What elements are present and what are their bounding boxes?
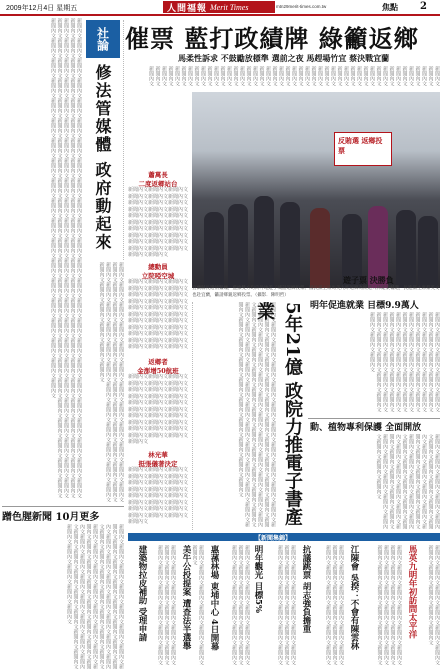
jobs-article-text: 新聞內文新聞內文新聞內文新聞內文新聞內文新聞內文新聞內文新聞內文新聞內文新聞內文新聞內文新聞內文新聞內文新聞內文新聞內文新聞內文新聞內文新聞內文新聞內文新聞內文新聞內文新聞內文新聞內文新聞內文新聞內文新聞內文新聞內文新聞內文新聞內文新聞內文新聞內文新聞內文新聞內文新聞內文新聞內文新聞內文新聞內文新聞內文新聞內文新聞內文新聞內文新聞內文新聞內文新聞內文新聞內文新聞內文新聞內文新聞內文新聞內文新聞內文新聞內文新聞內文新聞內文 bbox=[369, 312, 440, 412]
story-4-head bbox=[128, 450, 188, 468]
brief-head-4: 明年觀光 目標5% bbox=[253, 545, 263, 613]
brief-head-1: 建築物拉皮補助 受理申請 bbox=[137, 545, 147, 642]
editorial-text: 新聞內文新聞內文新聞內文新聞內文新聞內文新聞內文新聞內文新聞內文新聞內文新聞內文新聞內文新聞內文新聞內文新聞內文新聞內文新聞內文新聞內文新聞內文新聞內文新聞內文新聞內文新聞內文新聞內文新聞內文新聞內文新聞內文新聞內文新聞內文新聞內文新聞內文新聞內文新聞內文新聞內文新聞內文新聞內文新聞內文新聞內文新聞內文新聞內文新聞內文新聞內文新聞內文 bbox=[98, 262, 124, 502]
lead-article-text: 新聞內文新聞內文新聞內文新聞內文新聞內文新聞內文新聞內文新聞內文新聞內文新聞內文新聞內文新聞內文新聞內文新聞內文新聞內文新聞內文新聞內文新聞內文新聞內文新聞內文新聞內文新聞內文新聞內文新聞內文新聞內文新聞內文新聞內文新聞內文新聞內文新聞內文新聞內文新聞內文新聞內文新聞內文新聞內文新聞內文新聞內文新聞內文新聞內文新聞內文新聞內文新聞內文新聞內文新聞內文新聞內文 bbox=[148, 66, 440, 86]
brief-text-6: 新聞內文新聞內文新聞內文新聞內文新聞內文新聞內文新聞內文新聞內文新聞內文新聞內文新聞內文新聞內文新聞內文新聞內文新聞內文新聞內文新聞內文新聞內文新聞內文新聞內文新聞內文新聞內文新聞內文新聞內文 bbox=[376, 545, 402, 665]
brief-head-6: 江陳會 吳揆：不會有陳雲林 bbox=[349, 545, 359, 650]
story-2-text: 新聞內文新聞內文新聞內文新聞內文新聞內文新聞內文新聞內文新聞內文新聞內文新聞內文新聞內文新聞內文新聞內文新聞內文新聞內文新聞內文新聞內文新聞內文新聞內文新聞內文新聞內文新聞內文新聞內文新聞內文新聞內文新聞內文新聞內文新聞內文新聞內文新聞內文新聞內文新聞內文新聞內文 bbox=[128, 279, 189, 350]
story-2-head-line2: 立院啞空城 bbox=[141, 272, 175, 280]
story-2-head bbox=[128, 262, 188, 280]
story-4-head-line2: 挺張儀著決定 bbox=[138, 460, 178, 468]
sign-text: 反賄選 返鄉投票 bbox=[338, 137, 383, 155]
headline-kicker: 催票 bbox=[125, 24, 175, 53]
header-rule bbox=[0, 14, 440, 16]
story-1-head-line1: 蕭萬長 bbox=[148, 171, 168, 179]
masthead bbox=[163, 1, 275, 13]
e-book-article-text: 新聞內文新聞內文新聞內文新聞內文新聞內文新聞內文新聞內文新聞內文新聞內文新聞內文新聞內文新聞內文新聞內文新聞內文新聞內文新聞內文新聞內文新聞內文新聞內文新聞內文新聞內文新聞內文新聞內文新聞內文新聞內文新聞內文新聞內文新聞內文新聞內文新聞內文新聞內文新聞內文新聞內文新聞內文新聞內文新聞內文新聞內文新聞內文新聞內文新聞內文新聞內文新聞內文新聞內文新聞內文新聞內文新聞內文新聞內文新聞內文新聞內文新聞內文新聞內文新聞內文新聞內文新聞內文新聞內文新聞內文新聞內文新聞內文新聞內文新聞內文新聞內文新聞內文新聞內文新聞內文新聞內文新聞內文 bbox=[237, 302, 276, 527]
masthead-english: Merit Times bbox=[210, 2, 249, 12]
headline-text: 藍打政績牌 綠籲返鄉 bbox=[184, 24, 419, 53]
editorial-tag: 社論 bbox=[86, 20, 120, 58]
main-headline bbox=[125, 19, 419, 54]
person-figure bbox=[228, 204, 248, 288]
section-name: 焦點 bbox=[382, 2, 398, 12]
masthead-chinese: 人間福報 bbox=[167, 3, 208, 14]
porn-news-text: 新聞內文新聞內文新聞內文新聞內文新聞內文新聞內文新聞內文新聞內文新聞內文新聞內文新聞內文新聞內文新聞內文新聞內文新聞內文新聞內文新聞內文新聞內文新聞內文新聞內文新聞內文新聞內文新聞內文新聞內文新聞內文新聞內文新聞內文新聞內文新聞內文新聞內文新聞內文新聞內文新聞內文新聞內文新聞內文新聞內文新聞內文新聞內文新聞內文新聞內文新聞內文新聞內文新聞內文新聞內文新聞內文新聞內文新聞內文新聞內文新聞內文新聞內文新聞內文新聞內文新聞內文新聞內文新聞內文新聞內文新聞內文新聞內文新聞內文新聞內文新聞內文新聞內文新聞內文 bbox=[66, 524, 124, 669]
sub-headline: 馬柔性訴求 不鼓勵放標準 選前之夜 馬趕場竹宜 蔡決戰宜蘭 bbox=[178, 53, 390, 63]
story-2-head-line1: 總動員 bbox=[148, 263, 168, 271]
e-book-headline: 5年21億 政院力推電子書產業 bbox=[254, 302, 303, 526]
brief-head-7: 馬英九明年初訪問太平洋 bbox=[407, 545, 417, 639]
story-4-text: 新聞內文新聞內文新聞內文新聞內文新聞內文新聞內文新聞內文新聞內文新聞內文新聞內文新聞內文新聞內文新聞內文新聞內文新聞內文新聞內文新聞內文新聞內文新聞內文新聞內文新聞內文新聞內文新聞內文新聞內文新聞內文 bbox=[128, 467, 189, 525]
person-figure bbox=[396, 210, 416, 288]
brief-text-3: 新聞內文新聞內文新聞內文新聞內文新聞內文新聞內文新聞內文新聞內文新聞內文新聞內文新聞內文新聞內文新聞內文新聞內文新聞內文新聞內文新聞內文新聞內文 bbox=[231, 545, 250, 665]
column-divider bbox=[192, 302, 193, 530]
photo-caption: 宜蘭縣長選情緊繃，藍綠雙方均向外地遊子喊話返鄉投票。國民黨主席馬英九昨返鄉為候選人林建榮輔選，民進黨主席蔡英文也赴宜蘭，籲請鄉親返鄉投票。（攝影．陳明哲） bbox=[192, 286, 440, 298]
story-3-head-line2: 金澎增50航班 bbox=[137, 367, 179, 375]
issue-date: 2009年12月4日 星期五 bbox=[6, 5, 78, 12]
left-column-text: 新聞內文新聞內文新聞內文新聞內文新聞內文新聞內文新聞內文新聞內文新聞內文新聞內文新聞內文新聞內文新聞內文新聞內文新聞內文新聞內文新聞內文新聞內文新聞內文新聞內文新聞內文新聞內文新聞內文新聞內文新聞內文新聞內文新聞內文新聞內文新聞內文新聞內文新聞內文新聞內文新聞內文新聞內文新聞內文新聞內文新聞內文新聞內文新聞內文新聞內文新聞內文新聞內文新聞內文新聞內文新聞內文新聞內文新聞內文新聞內文新聞內文新聞內文新聞內文新聞內文新聞內文新聞內文新聞內文新聞內文新聞內文新聞內文新聞內文新聞內文新聞內文新聞內文新聞內文新聞內文新聞內文新聞內文新聞內文新聞內文新聞內文新聞內文新聞內文新聞內文新聞內文新聞內文新聞內文新聞內文新聞內文新聞內文新聞內文新聞內文新聞內文新聞內文新聞內文新聞內文新聞內文新聞內文新聞內文新聞內文新聞內文新聞內文新聞內文新聞內文新聞內文新聞內文新聞內文新聞內文新聞內文新聞內文新聞內文新聞內文新聞內文新聞內文新聞內文新聞內文新聞內文新聞內文新聞內文新聞內文新聞內文新聞內文新聞內文新聞內文新聞內文新聞內文新聞內文 bbox=[50, 18, 82, 498]
brief-head-5: 抗議跳票 胡志強負擔重 bbox=[301, 545, 311, 633]
brief-text-1: 新聞內文新聞內文新聞內文新聞內文新聞內文新聞內文新聞內文新聞內文新聞內文新聞內文新聞內文新聞內文新聞內文新聞內文新聞內文新聞內文新聞內文新聞內文 bbox=[157, 545, 176, 665]
news-briefs-label: 【新聞集錦】 bbox=[255, 535, 292, 542]
plant-article-text: 新聞內文新聞內文新聞內文新聞內文新聞內文新聞內文新聞內文新聞內文新聞內文新聞內文新聞內文新聞內文新聞內文新聞內文新聞內文新聞內文新聞內文新聞內文新聞內文新聞內文新聞內文新聞內文新聞內文新聞內文新聞內文新聞內文新聞內文新聞內文新聞內文新聞內文新聞內文新聞內文新聞內文新聞內文新聞內文新聞內文新聞內文新聞內文新聞內文新聞內文新聞內文新聞內文新聞內文新聞內文新聞內文新聞內文 bbox=[375, 434, 440, 529]
story-3-head-line1: 返鄉者 bbox=[148, 358, 168, 366]
person-figure bbox=[418, 216, 438, 288]
plant-patent-headline: 動、植物專利保護 全面開放 bbox=[310, 423, 422, 433]
protest-sign bbox=[334, 132, 392, 166]
story-3-text: 新聞內文新聞內文新聞內文新聞內文新聞內文新聞內文新聞內文新聞內文新聞內文新聞內文新聞內文新聞內文新聞內文新聞內文新聞內文新聞內文新聞內文新聞內文新聞內文新聞內文新聞內文新聞內文新聞內文新聞內文新聞內文新聞內文新聞內文新聞內文新聞內文新聞內文新聞內文 bbox=[128, 374, 189, 445]
brief-text-5: 新聞內文新聞內文新聞內文新聞內文新聞內文新聞內文新聞內文新聞內文新聞內文新聞內文新聞內文新聞內文新聞內文新聞內文新聞內文新聞內文新聞內文新聞內文 bbox=[325, 545, 344, 665]
news-photo bbox=[192, 92, 440, 288]
story-4-head-line1: 林光華 bbox=[148, 451, 168, 459]
section-divider bbox=[308, 418, 440, 419]
section-divider bbox=[2, 506, 124, 507]
person-figure bbox=[280, 202, 300, 288]
brief-text-2: 新聞內文新聞內文新聞內文新聞內文新聞內文新聞內文新聞內文 bbox=[191, 545, 204, 665]
person-figure bbox=[254, 196, 274, 288]
story-1-head-line2: 二度返鄉站台 bbox=[138, 180, 178, 188]
brief-head-3: 惠蓀林場 東埔中心 4日開幕 bbox=[209, 545, 219, 651]
photo-title: 遊子票 決勝負 bbox=[343, 275, 394, 285]
person-figure bbox=[204, 212, 224, 288]
person-figure bbox=[310, 208, 330, 288]
page-number: 2 bbox=[420, 1, 427, 12]
story-1-head bbox=[128, 170, 188, 188]
brief-text-7: 新聞內文新聞內文新聞內文新聞內文新聞內文新聞內文新聞內文新聞內文新聞內文新聞內文新聞內文 bbox=[427, 545, 440, 665]
site-url: mtn29merit-times.com.tw bbox=[276, 4, 327, 9]
porn-news-headline: 蹭色腥新聞 10月更多 bbox=[2, 512, 100, 523]
brief-text-4: 新聞內文新聞內文新聞內文新聞內文新聞內文新聞內文新聞內文新聞內文新聞內文新聞內文新聞內文新聞內文新聞內文新聞內文新聞內文新聞內文新聞內文新聞內文 bbox=[277, 545, 296, 665]
story-3-head bbox=[128, 357, 188, 375]
editorial-title: 修法管媒體 政府動起來 bbox=[93, 64, 112, 252]
jobs-headline: 明年促進就業 目標9.9萬人 bbox=[310, 301, 419, 311]
brief-head-2: 美牛公投提案 遭查法半選舉 bbox=[181, 545, 191, 650]
story-1-text: 新聞內文新聞內文新聞內文新聞內文新聞內文新聞內文新聞內文新聞內文新聞內文新聞內文新聞內文新聞內文新聞內文新聞內文新聞內文新聞內文新聞內文新聞內文新聞內文新聞內文新聞內文新聞內文新聞內文新聞內文新聞內文新聞內文新聞內文新聞內文新聞內文新聞內文新聞內文新聞內文 bbox=[128, 187, 189, 258]
